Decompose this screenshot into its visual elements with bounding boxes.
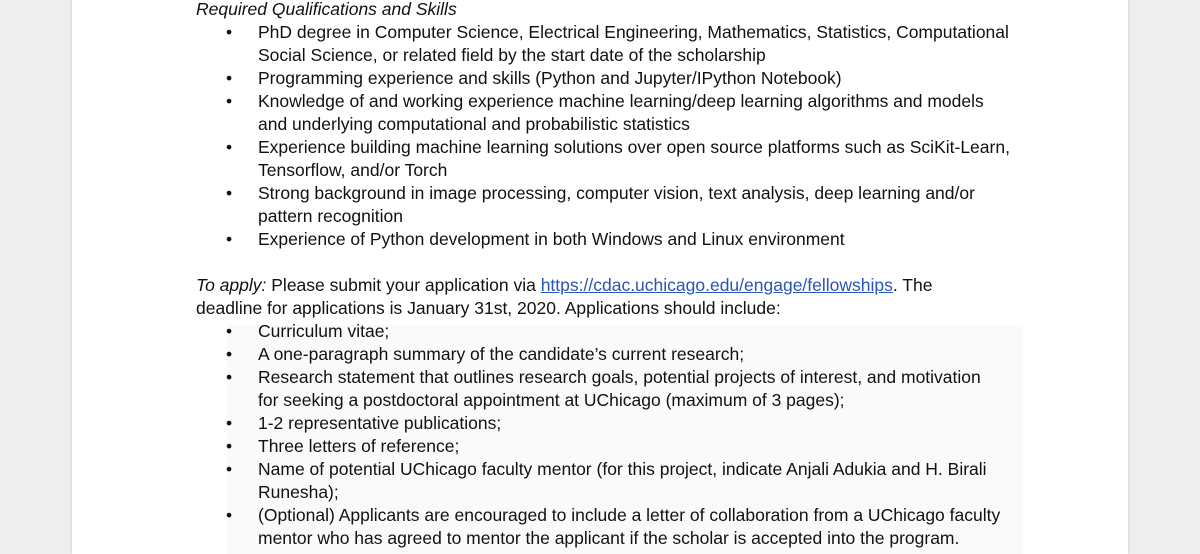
list-item-text: Knowledge of and working experience machine learning/deep learning algorithms and models [258,91,984,111]
qualification-item [196,90,1016,136]
list-item-text: and underlying computational and probabilistic statistics [258,114,690,134]
list-item-text: Name of potential UChicago faculty mentor (for this project, indicate Anjali Adukia and H. Birali [258,459,987,479]
bullet-icon: • [226,68,233,88]
document-content [196,0,1016,550]
application-item [196,366,1016,412]
bullet-icon: • [226,229,233,249]
bullet-icon: • [226,183,233,203]
paragraph-spacer [196,251,1016,274]
bullet-icon: • [226,22,233,42]
apply-line-2: deadline for applications is January 31st, 2020. Applications should include: [196,298,781,318]
list-item-text: Research statement that outlines research goals, potential projects of interest, and motivation [258,367,981,387]
list-item-text: PhD degree in Computer Science, Electrical Engineering, Mathematics, Statistics, Computational [258,22,1009,42]
list-item-text: Experience of Python development in both Windows and Linux environment [258,229,845,249]
list-item-text: Strong background in image processing, computer vision, text analysis, deep learning and/or [258,183,975,203]
bullet-icon: • [226,344,233,364]
list-item-text: for seeking a postdoctoral appointment at UChicago (maximum of 3 pages); [258,390,845,410]
application-item [196,504,1016,550]
qualifications-heading: Required Qualifications and Skills [196,0,457,19]
qualification-item [196,67,1016,90]
list-item-text: Experience building machine learning solutions over open source platforms such as SciKit-Learn, [258,137,1010,157]
document-page [72,0,1128,554]
qualification-item [196,21,1016,67]
list-item-text: (Optional) Applicants are encouraged to include a letter of collaboration from a UChicago faculty [258,505,1001,525]
bullet-icon: • [226,321,233,341]
qualifications-list [196,21,1016,251]
list-item-text: mentor who has agreed to mentor the applicant if the scholar is accepted into the program. [258,528,960,548]
bullet-icon: • [226,413,233,433]
list-item-text: Curriculum vitae; [258,321,390,341]
list-item-text: pattern recognition [258,206,403,226]
apply-label: To apply: [196,275,267,295]
apply-paragraph [196,274,1016,320]
application-item [196,412,1016,435]
apply-line-1 [196,275,932,295]
qualification-item [196,182,1016,228]
application-item [196,435,1016,458]
list-item-text: Programming experience and skills (Python and Jupyter/IPython Notebook) [258,68,842,88]
application-item [196,458,1016,504]
list-item-text: Tensorflow, and/or Torch [258,160,448,180]
list-item-text: 1-2 representative publications; [258,413,502,433]
list-item-text: Social Science, or related field by the start date of the scholarship [258,45,766,65]
qualification-item [196,136,1016,182]
application-item [196,320,1016,343]
bullet-icon: • [226,459,233,479]
bullet-icon: • [226,367,233,387]
fellowships-link[interactable]: https://cdac.uchicago.edu/engage/fellowships [540,275,893,295]
list-item-text: Three letters of reference; [258,436,460,456]
application-item [196,343,1016,366]
bullet-icon: • [226,91,233,111]
list-item-text: A one-paragraph summary of the candidate’s current research; [258,344,745,364]
application-items-list [196,320,1016,550]
list-item-text: Runesha); [258,482,339,502]
bullet-icon: • [226,436,233,456]
bullet-icon: • [226,505,233,525]
apply-text-after-link: . The [892,275,933,295]
bullet-icon: • [226,137,233,157]
apply-text-before-link: Please submit your application via [266,275,541,295]
qualification-item [196,228,1016,251]
